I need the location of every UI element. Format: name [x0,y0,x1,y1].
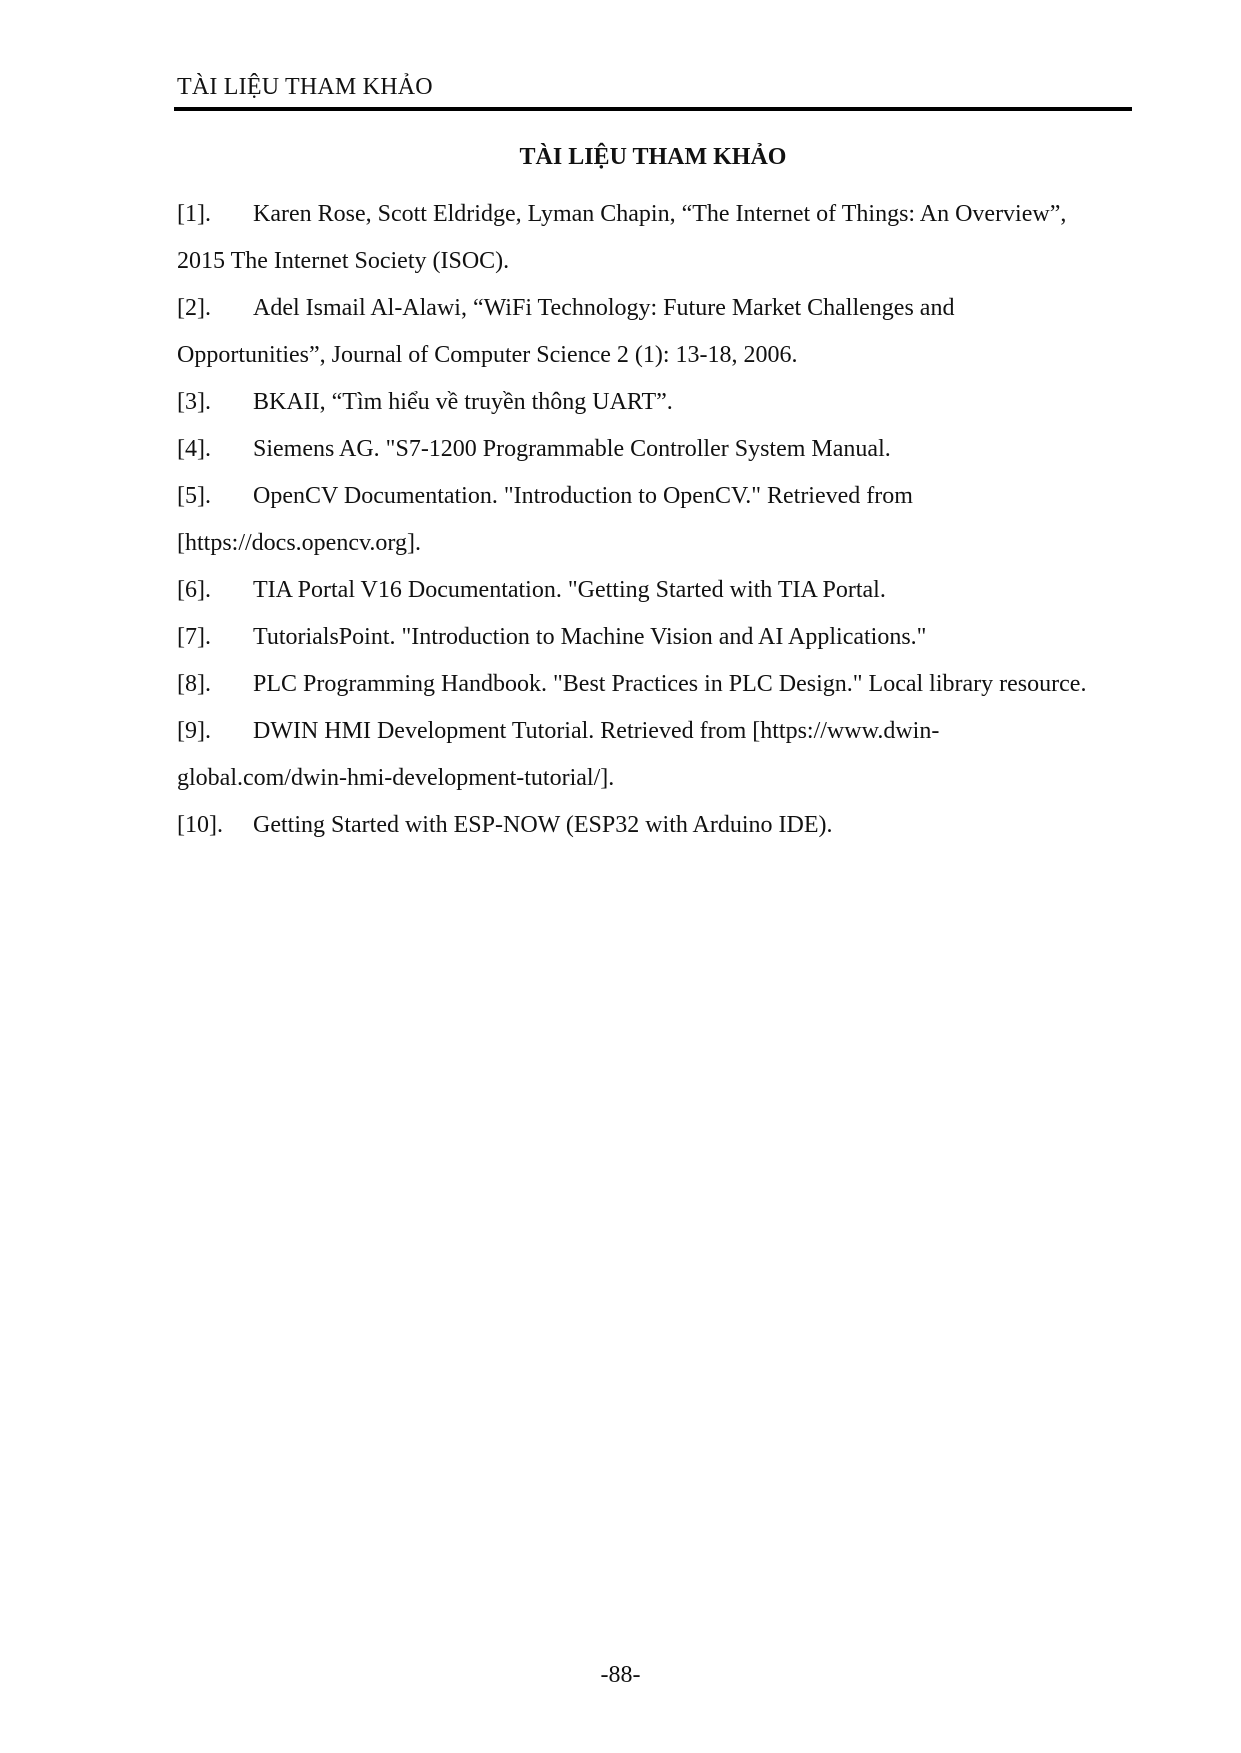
reference-number: [8]. [177,671,211,697]
reference-number: [2]. [177,295,211,321]
reference-item [177,708,1097,802]
reference-item [177,285,1097,379]
section-title: TÀI LIỆU THAM KHẢO [519,144,787,170]
reference-number: [1]. [177,201,211,227]
running-header-title: TÀI LIỆU THAM KHẢO [177,74,433,100]
reference-item [177,614,1097,661]
reference-text: PLC Programming Handbook. "Best Practices in PLC Design." Local library resource. [253,671,1087,697]
reference-item [177,802,1097,849]
reference-list [177,191,1097,849]
reference-number: [7]. [177,624,211,650]
page-number: -88- [600,1662,641,1688]
reference-text: Siemens AG. "S7-1200 Programmable Controller System Manual. [253,436,891,462]
reference-text: OpenCV Documentation. "Introduction to OpenCV." Retrieved from [https://docs.opencv.org]. [177,483,913,556]
reference-text: DWIN HMI Development Tutorial. Retrieved from [https://www.dwin-global.com/dwin-hmi-development-tutorial/]. [177,718,940,791]
reference-number: [10]. [177,812,223,838]
reference-item [177,473,1097,567]
reference-number: [4]. [177,436,211,462]
reference-text: TIA Portal V16 Documentation. "Getting Started with TIA Portal. [253,577,886,603]
reference-number: [5]. [177,483,211,509]
reference-number: [9]. [177,718,211,744]
reference-text: BKAII, “Tìm hiểu về truyền thông UART”. [253,389,673,415]
reference-text: Karen Rose, Scott Eldridge, Lyman Chapin, “The Internet of Things: An Overview”, 2015 The Internet Society (ISOC). [177,201,1067,274]
reference-item [177,191,1097,285]
reference-text: Adel Ismail Al-Alawi, “WiFi Technology: Future Market Challenges and Opportunities”, Journal of Computer Science 2 (1): 13-18, 2006. [177,295,955,368]
reference-text: Getting Started with ESP-NOW (ESP32 with Arduino IDE). [253,812,833,838]
header-rule [174,107,1132,111]
reference-number: [3]. [177,389,211,415]
reference-text: TutorialsPoint. "Introduction to Machine Vision and AI Applications." [253,624,927,650]
reference-item [177,567,1097,614]
reference-item [177,661,1097,708]
reference-item [177,379,1097,426]
reference-item [177,426,1097,473]
reference-number: [6]. [177,577,211,603]
